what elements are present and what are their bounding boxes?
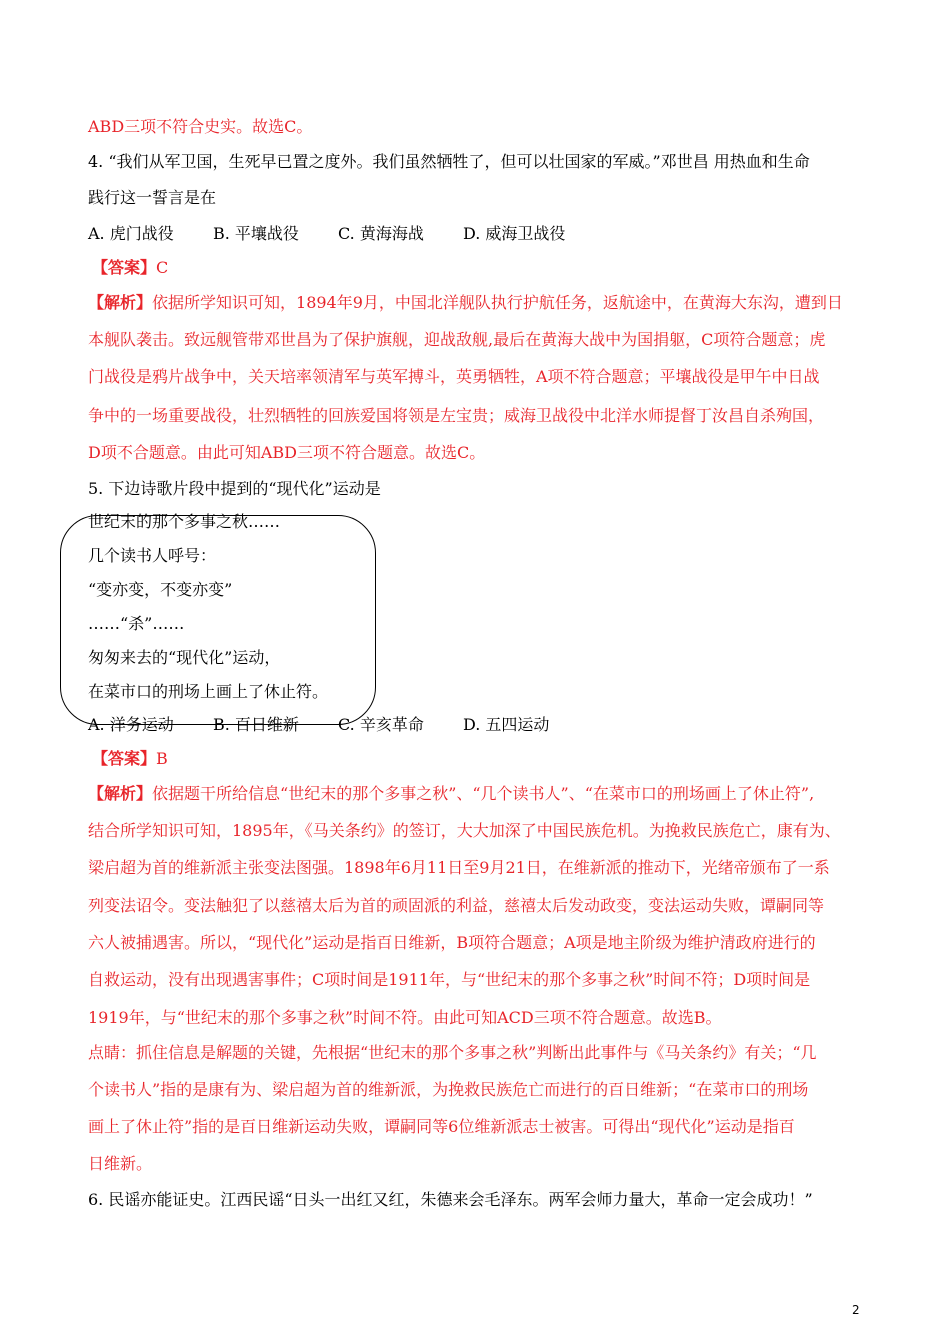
q5-option-a: A. 洋务运动 — [88, 715, 174, 734]
q5-answer-label: 【答案】 — [92, 749, 157, 768]
q4-answer-value: C — [156, 258, 169, 277]
q5-analysis-label: 【解析】 — [88, 784, 153, 803]
q4-answer-label: 【答案】 — [92, 258, 157, 277]
prev-answer-tail: ABD三项不符合史实。故选C。 — [88, 117, 313, 136]
q5-options — [88, 714, 549, 736]
q5-poem-line5: 匆匆来去的“现代化”运动， — [88, 648, 281, 667]
q5-tip-line4: 日维新。 — [88, 1154, 153, 1173]
q4-option-a: A. 虎门战役 — [88, 224, 174, 243]
q4-option-c: C. 黄海海战 — [338, 224, 424, 243]
q5-analysis-line4: 列变法诏令。变法触犯了以慈禧太后为首的顽固派的利益，慈禧太后发动政变，变法运动失败，谭嗣同等 — [88, 896, 825, 915]
q5-analysis-line5: 六人被捕遇害。所以，“现代化”运动是指百日维新，B项符合题意；A项是地主阶级为维护清政府进行的 — [88, 933, 816, 952]
page-number: 2 — [852, 1303, 860, 1317]
q4-analysis-line3: 门战役是鸦片战争中，关天培率领清军与英军搏斗，英勇牺牲，A项不符合题意；平壤战役是甲午中日战 — [88, 367, 820, 386]
q5-tip-line3: 画上了休止符”指的是百日维新运动失败，谭嗣同等6位维新派志士被害。可得出“现代化”运动是指百 — [88, 1117, 795, 1136]
q4-analysis-line1 — [88, 292, 843, 314]
q5-answer — [92, 748, 168, 770]
q5-poem-line3: “变亦变，不变亦变” — [88, 580, 233, 599]
q5-option-d: D. 五四运动 — [463, 715, 550, 734]
q5-option-c: C. 辛亥革命 — [338, 715, 424, 734]
q5-analysis-line1 — [88, 783, 814, 805]
q5-analysis-line2: 结合所学知识可知，1895年，《马关条约》的签订，大大加深了中国民族危机。为挽救民族危亡，康有为、 — [88, 821, 841, 840]
q4-analysis-text: 依据所学知识可知，1894年9月，中国北洋舰队执行护航任务，返航途中，在黄海大东沟，遭到日 — [152, 293, 843, 312]
q5-analysis-line6: 自救运动，没有出现遇害事件；C项时间是1911年，与“世纪末的那个多事之秋”时间不符；D项时间是 — [88, 970, 811, 989]
q5-stem: 5. 下边诗歌片段中提到的“现代化”运动是 — [88, 479, 381, 498]
q4-option-b: B. 平壤战役 — [213, 224, 299, 243]
q4-answer — [92, 257, 168, 279]
q5-analysis-line7: 1919年，与“世纪末的那个多事之秋”时间不符。由此可知ACD三项不符合题意。故选B。 — [88, 1008, 722, 1027]
q4-stem-line1: 4. “我们从军卫国，生死早已置之度外。我们虽然牺牲了，但可以壮国家的军威。”邓世昌 用热血和生命 — [88, 152, 810, 171]
q4-analysis-line5: D项不合题意。由此可知ABD三项不符合题意。故选C。 — [88, 443, 486, 462]
q5-analysis-line3: 梁启超为首的维新派主张变法图强。1898年6月11日至9月21日，在维新派的推动下，光绪帝颁布了一系 — [88, 858, 830, 877]
q5-option-b: B. 百日维新 — [213, 715, 299, 734]
q6-stem-line1: 6. 民谣亦能证史。江西民谣“日头一出红又红，朱德来会毛泽东。两军会师力量大，革命一定会成功！” — [88, 1190, 813, 1209]
q5-analysis-text: 依据题干所给信息“世纪末的那个多事之秋”、“几个读书人”、“在菜市口的刑场画上了休止符”, — [152, 784, 815, 803]
q4-option-d: D. 威海卫战役 — [463, 224, 566, 243]
q4-stem-line2: 践行这一誓言是在 — [88, 188, 217, 207]
q5-tip-line1: 点睛：抓住信息是解题的关键，先根据“世纪末的那个多事之秋”判断出此事件与《马关条约》有关；“几 — [88, 1043, 817, 1062]
q5-poem-line2: 几个读书人呼号： — [88, 546, 217, 565]
q5-tip-line2: 个读书人”指的是康有为、梁启超为首的维新派，为挽救民族危亡而进行的百日维新；“在菜市口的刑场 — [88, 1080, 809, 1099]
q4-analysis-label: 【解析】 — [88, 293, 153, 312]
q4-analysis-line2: 本舰队袭击。致远舰管带邓世昌为了保护旗舰，迎战敌舰,最后在黄海大战中为国捐躯，C项符合题意；虎 — [88, 330, 826, 349]
q5-answer-value: B — [156, 749, 168, 768]
q5-poem-line4: ……“杀”…… — [88, 614, 185, 633]
q5-poem-line6: 在菜市口的刑场上画上了休止符。 — [88, 682, 329, 701]
q5-poem-line1: 世纪末的那个多事之秋…… — [88, 512, 281, 531]
q4-options — [88, 223, 565, 245]
q4-analysis-line4: 争中的一场重要战役，壮烈牺牲的回族爱国将领是左宝贵；威海卫战役中北洋水师提督丁汝昌自杀殉国， — [88, 406, 825, 425]
